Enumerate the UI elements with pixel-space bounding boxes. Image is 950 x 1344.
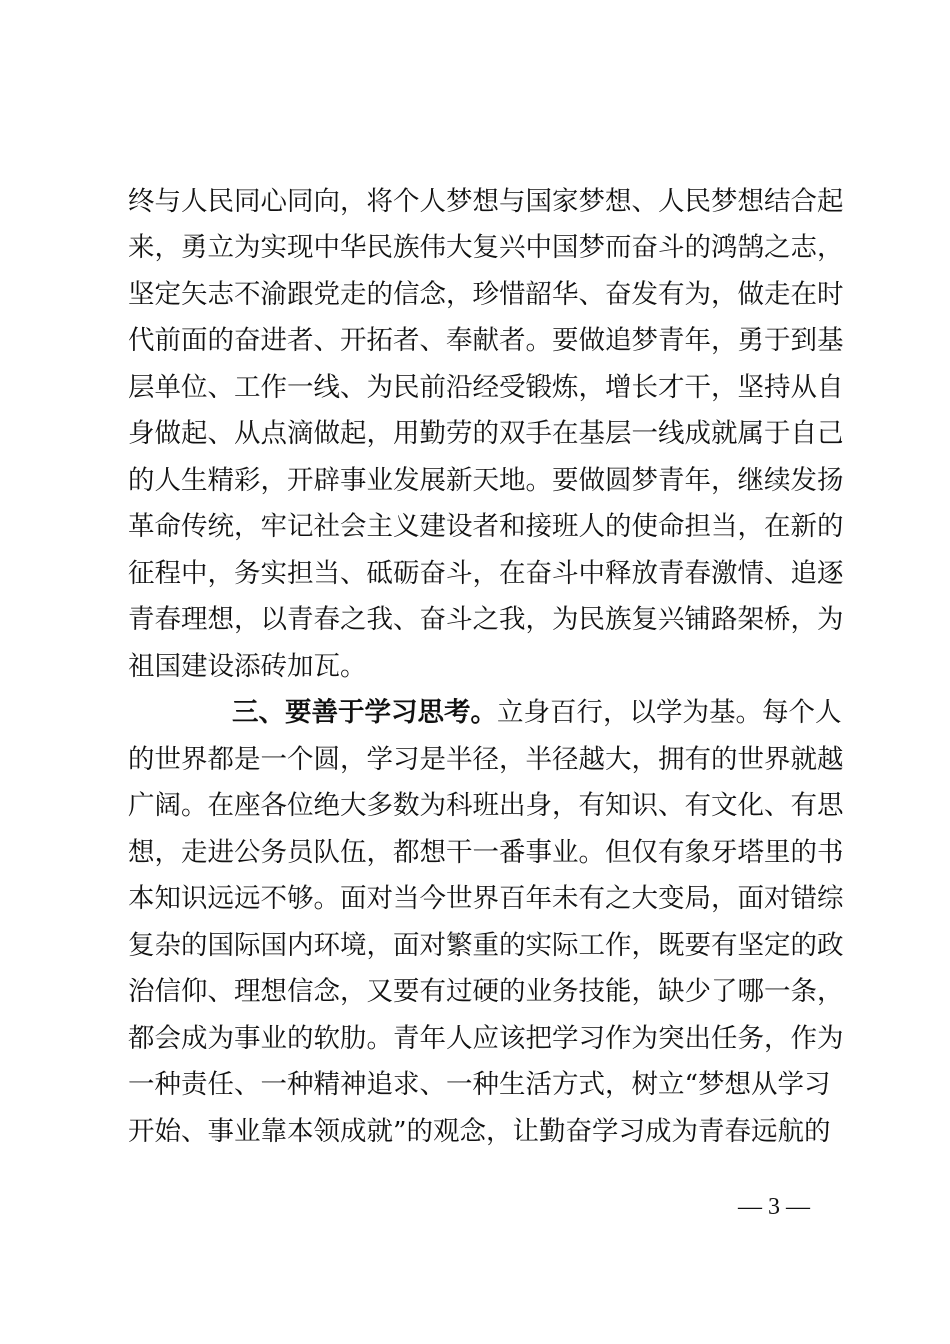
section-heading: 三、要善于学习思考。 (232, 697, 497, 728)
paragraph-2-line: 治信仰、理想信念，又要有过硬的业务技能，缺少了哪一条， (128, 976, 844, 1007)
paragraph-1-line: 青春理想，以青春之我、奋斗之我，为民族复兴铺路架桥，为 (128, 604, 844, 635)
paragraph-1-line: 层单位、工作一线、为民前沿经受锻炼，增长才干，坚持从自 (128, 372, 844, 403)
paragraph-2-line: 本知识远远不够。面对当今世界百年未有之大变局，面对错综 (128, 883, 844, 914)
paragraph-2-line: 都会成为事业的软肋。青年人应该把学习作为突出任务，作为 (128, 1023, 844, 1054)
paragraph-1-line: 来，勇立为实现中华民族伟大复兴中国梦而奋斗的鸿鹄之志， (128, 232, 844, 263)
paragraph-2-line: 的世界都是一个圆，学习是半径，半径越大，拥有的世界就越 (128, 744, 844, 775)
paragraph-1-line: 终与人民同心同向，将个人梦想与国家梦想、人民梦想结合起 (128, 186, 844, 217)
paragraph-2-line: 复杂的国际国内环境，面对繁重的实际工作，既要有坚定的政 (128, 930, 844, 961)
paragraph-2-line: 一种责任、一种精神追求、一种生活方式，树立“梦想从学习 (128, 1069, 831, 1100)
paragraph-1-line: 坚定矢志不渝跟党走的信念，珍惜韶华、奋发有为，做走在时 (128, 279, 844, 310)
paragraph-2-line: 想，走进公务员队伍，都想干一番事业。但仅有象牙塔里的书 (128, 837, 844, 868)
paragraph-1-line: 征程中，务实担当、砥砺奋斗，在奋斗中释放青春激情、追逐 (128, 558, 844, 589)
paragraph-1-line: 身做起、从点滴做起，用勤劳的双手在基层一线成就属于自己 (128, 418, 844, 449)
paragraph-1-line: 祖国建设添砖加瓦。 (128, 651, 367, 682)
paragraph-2-first-line (232, 696, 842, 730)
page-number: — 3 — (738, 1194, 810, 1220)
paragraph-2-first-line-text: 立身百行，以学为基。每个人 (497, 697, 842, 728)
paragraph-2-line: 开始、事业靠本领成就”的观念，让勤奋学习成为青春远航的 (128, 1116, 831, 1147)
paragraph-2-line: 广阔。在座各位绝大多数为科班出身，有知识、有文化、有思 (128, 790, 844, 821)
paragraph-1-line: 革命传统，牢记社会主义建设者和接班人的使命担当，在新的 (128, 511, 844, 542)
paragraph-1-line: 的人生精彩，开辟事业发展新天地。要做圆梦青年，继续发扬 (128, 465, 844, 496)
paragraph-1-line: 代前面的奋进者、开拓者、奉献者。要做追梦青年，勇于到基 (128, 325, 844, 356)
